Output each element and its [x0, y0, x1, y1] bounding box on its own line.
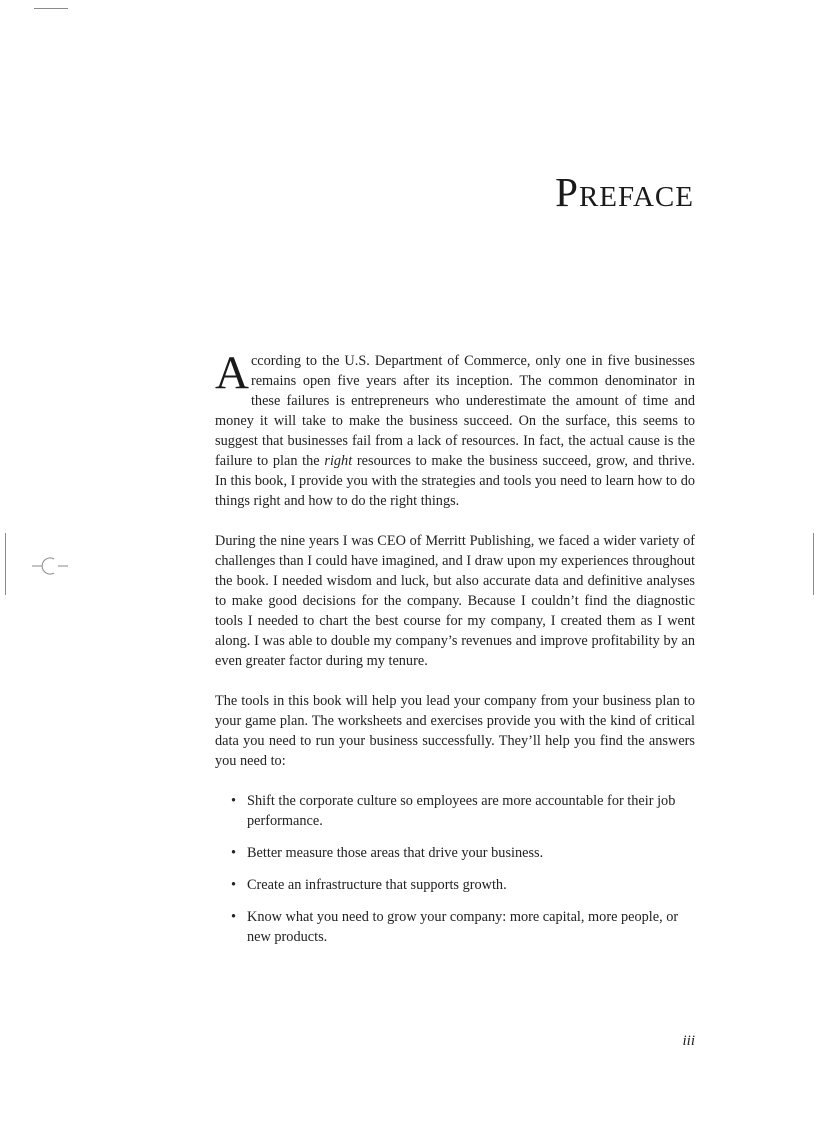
- crop-mark-right: [813, 533, 814, 595]
- list-item: • Create an infrastructure that supports growth.: [231, 875, 695, 895]
- title-rest: REFACE: [578, 181, 694, 213]
- paragraph-1-text-b: resources to make the business succeed, grow, and thrive. In this book, I provide you with the strategies and tools you need to learn how to do things right and how to do the right things.: [215, 453, 696, 509]
- list-item: • Shift the corporate culture so employees are more accountable for their job performance.: [231, 791, 695, 831]
- paragraph-2: During the nine years I was CEO of Merritt Publishing, we faced a wider variety of challenges than I could have imagined, and I draw upon my experiences throughout the book. I needed wisdom and luck, but also accurate data and definitive analyses to make good decisions for the company. Because I couldn’t find the diagnostic tools I needed to chart the best course for my company, I created them as I went along. I was able to double my company’s revenues and improve profitability by an even greater factor during my tenure.: [215, 533, 695, 669]
- page-number: iii: [682, 1033, 695, 1049]
- list-item: • Know what you need to grow your company: more capital, more people, or new products.: [231, 907, 695, 947]
- preface-body: [215, 347, 696, 959]
- paragraph-3: The tools in this book will help you lead your company from your business plan to your game plan. The worksheets and exercises provide you with the kind of critical data you need to run your business successfully. They’ll help you find the answers you need to:: [215, 693, 695, 769]
- bullet-list: [215, 791, 695, 947]
- list-item: • Better measure those areas that drive your business.: [231, 843, 695, 863]
- paragraph-1-text-a: ccording to the U.S. Department of Commerce, only one in five businesses remains open five years after its inception. The common denominator in these failures is entrepreneurs who underestimate the amount of time and money it will take to make the business succeed. On the surface, this seems to suggest that businesses fail from a lack of resources. In fact, the actual cause is the failure to plan the: [215, 353, 695, 469]
- title-initial: P: [555, 169, 579, 215]
- page-title: [555, 168, 694, 216]
- registration-mark-icon: [30, 555, 70, 577]
- paragraph-1: [215, 347, 696, 511]
- crop-mark-top: [34, 8, 68, 9]
- crop-mark-left: [5, 533, 6, 595]
- paragraph-1-emphasis: right: [324, 453, 353, 469]
- drop-cap: A: [215, 347, 249, 399]
